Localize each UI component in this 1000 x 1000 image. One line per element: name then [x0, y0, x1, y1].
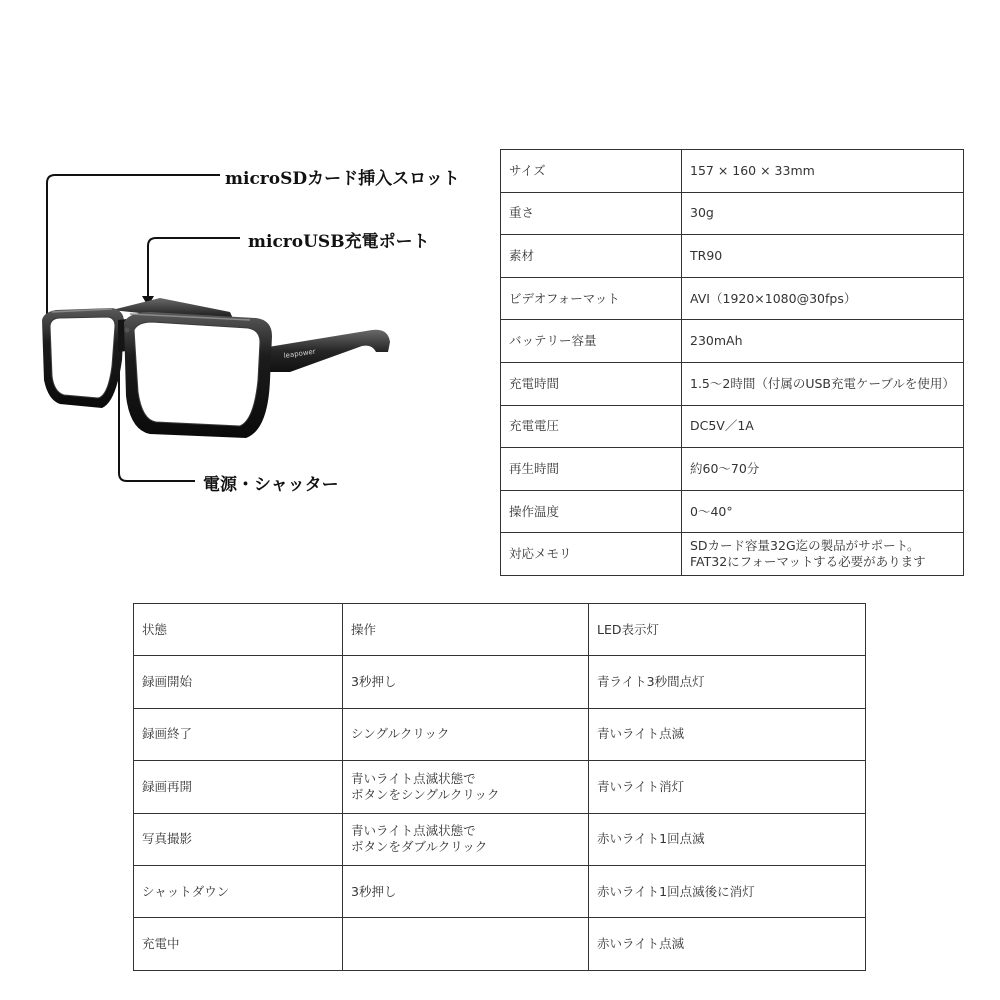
ops-cell: 青いライト点滅状態で ボタンをダブルクリック [343, 813, 589, 865]
spec-value: DC5V／1A [682, 405, 964, 448]
ops-cell: 録画開始 [134, 656, 343, 708]
spec-value: 30g [682, 192, 964, 235]
spec-value: 約60〜70分 [682, 448, 964, 491]
power-shutter-callout: 電源・シャッター [203, 475, 339, 495]
spec-table [500, 149, 964, 576]
glasses-illustration [0, 150, 440, 500]
ops-cell: 青いライト点滅状態で ボタンをシングルクリック [343, 761, 589, 813]
ops-row [134, 708, 866, 760]
left-lens [50, 317, 115, 398]
ops-cell: 録画終了 [134, 708, 343, 760]
spec-row [501, 235, 964, 278]
spec-label: 素材 [501, 235, 682, 278]
ops-row [134, 761, 866, 813]
ops-header-cell: 操作 [343, 604, 589, 656]
spec-value: 230mAh [682, 320, 964, 363]
ops-header-cell: 状態 [134, 604, 343, 656]
ops-cell: 赤いライト1回点滅 [589, 813, 866, 865]
spec-value: 0〜40° [682, 490, 964, 533]
spec-row [501, 320, 964, 363]
ops-cell: 充電中 [134, 918, 343, 970]
ops-cell: シングルクリック [343, 708, 589, 760]
ops-row [134, 813, 866, 865]
spec-label: バッテリー容量 [501, 320, 682, 363]
ops-cell: 写真撮影 [134, 813, 343, 865]
camera-lens-icon [125, 328, 130, 333]
ops-row [134, 865, 866, 917]
spec-value: TR90 [682, 235, 964, 278]
spec-label: ビデオフォーマット [501, 277, 682, 320]
ops-cell: 録画再開 [134, 761, 343, 813]
ops-cell: 3秒押し [343, 656, 589, 708]
spec-row [501, 277, 964, 320]
usb-port-callout: microUSB充電ポート [248, 232, 430, 252]
spec-row [501, 448, 964, 491]
ops-cell [343, 918, 589, 970]
spec-label: 重さ [501, 192, 682, 235]
spec-value: SDカード容量32G迄の製品がサポート。 FAT32にフォーマットする必要があります [682, 533, 964, 576]
spec-label: 再生時間 [501, 448, 682, 491]
spec-label: サイズ [501, 150, 682, 193]
spec-value: 1.5〜2時間（付属のUSB充電ケーブルを使用） [682, 362, 964, 405]
ops-header-cell: LED表示灯 [589, 604, 866, 656]
spec-label: 充電電圧 [501, 405, 682, 448]
spec-label: 操作温度 [501, 490, 682, 533]
ops-cell: 3秒押し [343, 865, 589, 917]
spec-row [501, 192, 964, 235]
spec-row [501, 362, 964, 405]
spec-label: 対応メモリ [501, 533, 682, 576]
spec-row [501, 405, 964, 448]
spec-row [501, 533, 964, 576]
spec-value: AVI（1920×1080@30fps） [682, 277, 964, 320]
near-temple [262, 330, 390, 372]
ops-cell: 青ライト3秒間点灯 [589, 656, 866, 708]
ops-cell: 青いライト消灯 [589, 761, 866, 813]
brand-logo: leapower [283, 347, 317, 360]
sd-slot-callout: microSDカード挿入スロット [225, 169, 460, 189]
ops-header-row [134, 604, 866, 656]
ops-row [134, 656, 866, 708]
spec-row [501, 490, 964, 533]
ops-row [134, 918, 866, 970]
spec-value: 157 × 160 × 33mm [682, 150, 964, 193]
ops-cell: 赤いライト1回点滅後に消灯 [589, 865, 866, 917]
ops-cell: シャットダウン [134, 865, 343, 917]
spec-row [501, 150, 964, 193]
spec-label: 充電時間 [501, 362, 682, 405]
operations-table [133, 603, 866, 971]
ops-cell: 赤いライト点滅 [589, 918, 866, 970]
ops-cell: 青いライト点滅 [589, 708, 866, 760]
right-lens [134, 322, 260, 426]
